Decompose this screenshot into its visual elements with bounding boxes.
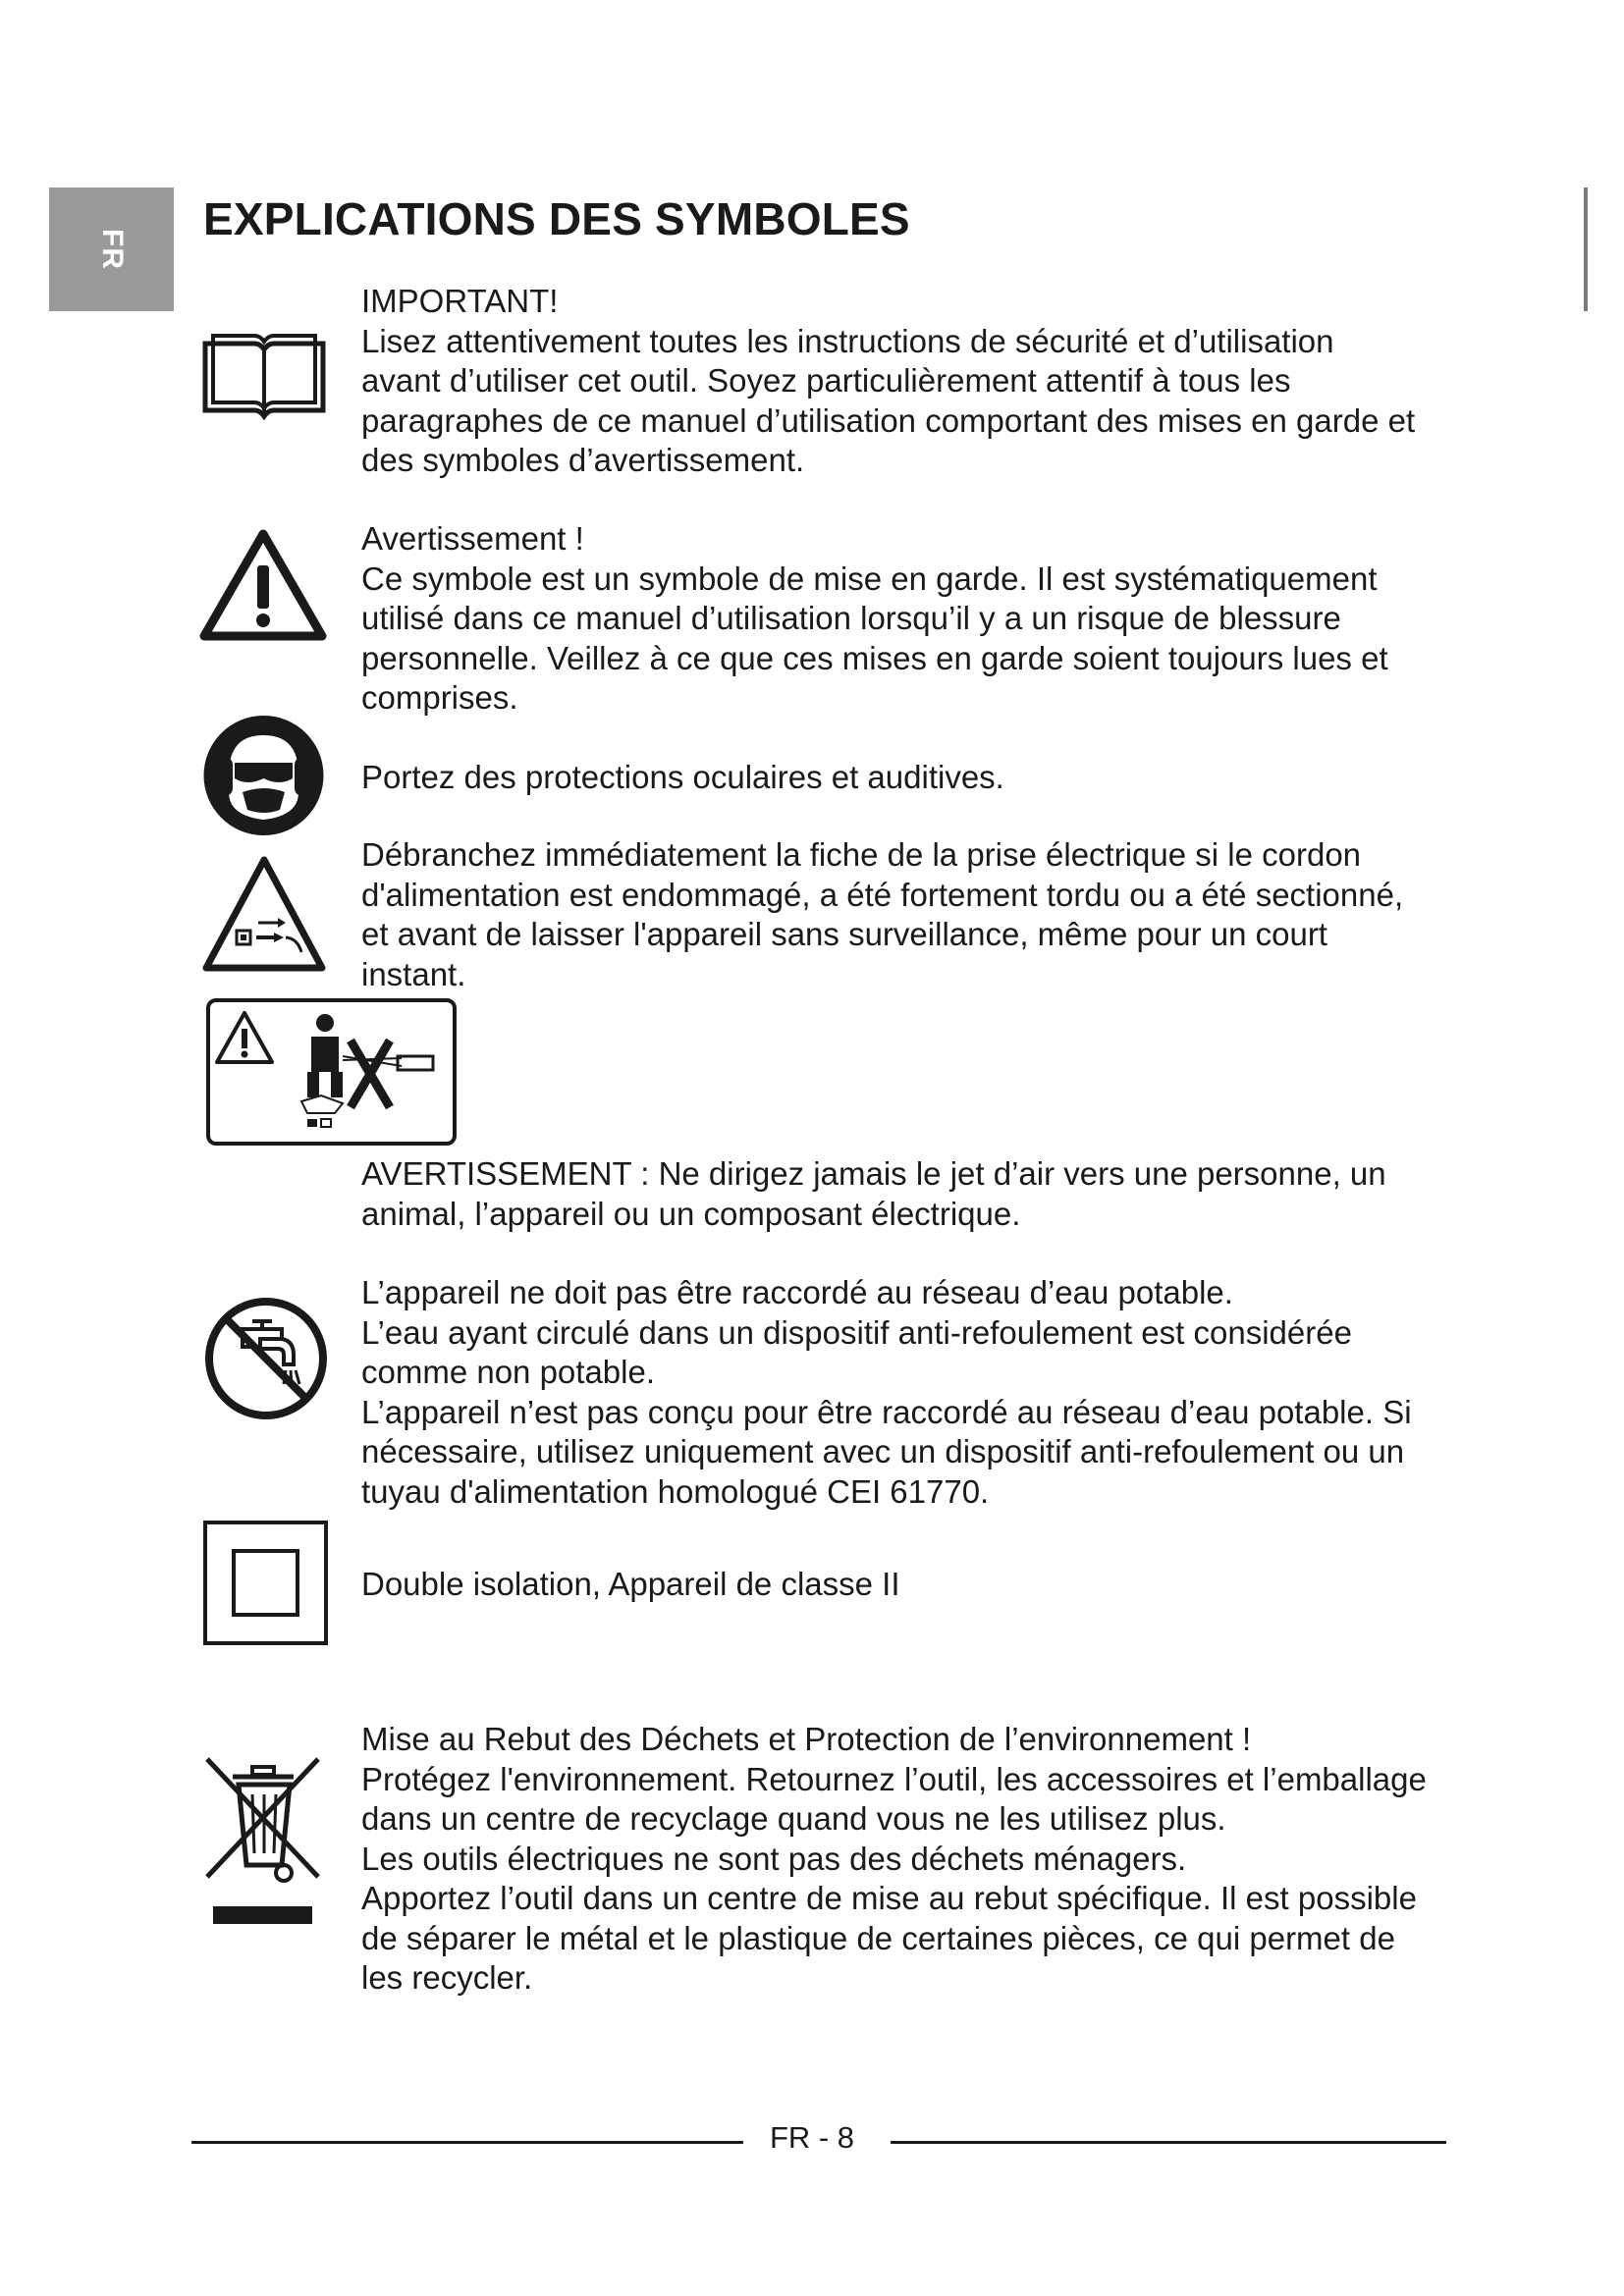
warning-line: comprises. xyxy=(361,679,518,716)
important-line: Lisez attentivement toutes les instructions de sécurité et d’utilisation xyxy=(361,322,1334,359)
unplug-block xyxy=(361,835,1471,994)
warning-block xyxy=(361,519,1471,719)
warning-heading: Avertissement ! xyxy=(361,520,584,557)
no-potable-water-icon xyxy=(203,1296,329,1421)
eye-ear-protection-icon xyxy=(201,714,326,837)
disposal-line: Protégez l'environnement. Retournez l’outil, les accessoires et l’emballage xyxy=(361,1760,1427,1797)
important-heading: IMPORTANT! xyxy=(361,283,559,319)
water-line: L’eau ayant circulé dans un dispositif anti-refoulement est considérée xyxy=(361,1313,1352,1351)
unplug-line: d'alimentation est endommagé, a été fortement tordu ou a été sectionné, xyxy=(361,876,1404,913)
warning-triangle-icon xyxy=(199,528,327,642)
warning-line: utilisé dans ce manuel d’utilisation lorsqu’il y a un risque de blessure xyxy=(361,600,1341,636)
warning-line: Ce symbole est un symbole de mise en garde. Il est systématiquement xyxy=(361,560,1378,597)
water-line: comme non potable. xyxy=(361,1354,656,1390)
disposal-heading: Mise au Rebut des Déchets et Protection de l’environnement ! xyxy=(361,1721,1252,1757)
important-line: avant d’utiliser cet outil. Soyez particulièrement attentif à tous les xyxy=(361,362,1291,399)
disposal-line: Les outils électriques ne sont pas des déchets ménagers. xyxy=(361,1840,1187,1877)
unplug-triangle-icon xyxy=(201,854,327,974)
unplug-line: Débranchez immédiatement la fiche de la prise électrique si le cordon xyxy=(361,836,1362,873)
disposal-line: Apportez l’outil dans un centre de mise au rebut spécifique. Il est possible xyxy=(361,1880,1417,1916)
water-block xyxy=(361,1273,1471,1512)
water-line: L’appareil ne doit pas être raccordé au réseau d’eau potable. xyxy=(361,1274,1233,1310)
insulation-block xyxy=(361,1565,1471,1605)
language-tab xyxy=(49,187,174,311)
language-tab-label: FR xyxy=(95,229,129,270)
double-insulation-icon xyxy=(202,1520,329,1646)
water-line: nécessaire, utilisez uniquement avec un dispositif anti-refoulement ou un xyxy=(361,1433,1405,1469)
page-title: EXPLICATIONS DES SYMBOLES xyxy=(203,193,910,244)
page-number: FR - 8 xyxy=(769,2120,855,2155)
manual-book-icon xyxy=(201,330,327,420)
protection-block xyxy=(361,758,1471,798)
disposal-block xyxy=(361,1720,1471,1999)
jet-line: AVERTISSEMENT : Ne dirigez jamais le jet d’air vers une personne, un xyxy=(361,1155,1386,1192)
jet-block xyxy=(361,1154,1471,1234)
disposal-line: dans un centre de recyclage quand vous ne les utilisez plus. xyxy=(361,1800,1226,1837)
important-line: des symboles d’avertissement. xyxy=(361,442,805,478)
disposal-line: de séparer le métal et le plastique de certaines pièces, ce qui permet de xyxy=(361,1919,1395,1956)
water-line: L’appareil n’est pas conçu pour être raccordé au réseau d’eau potable. Si xyxy=(361,1393,1412,1430)
unplug-line: instant. xyxy=(361,955,466,992)
crossed-bin-icon xyxy=(203,1755,322,1928)
important-block xyxy=(361,282,1471,481)
jet-line: animal, l’appareil ou un composant électrique. xyxy=(361,1195,1021,1232)
water-line: tuyau d'alimentation homologué CEI 61770. xyxy=(361,1472,990,1510)
disposal-line: les recycler. xyxy=(361,1959,533,1996)
important-line: paragraphes de ce manuel d’utilisation comportant des mises en garde et xyxy=(361,401,1416,439)
insulation-line: Double isolation, Appareil de classe II xyxy=(361,1566,900,1602)
protection-line: Portez des protections oculaires et auditives. xyxy=(361,759,1004,795)
margin-bar xyxy=(1584,187,1588,311)
air-jet-warning-icon xyxy=(205,997,458,1147)
unplug-line: et avant de laisser l'appareil sans surveillance, même pour un court xyxy=(361,916,1327,952)
warning-line: personnelle. Veillez à ce que ces mises en garde soient toujours lues et xyxy=(361,639,1388,676)
